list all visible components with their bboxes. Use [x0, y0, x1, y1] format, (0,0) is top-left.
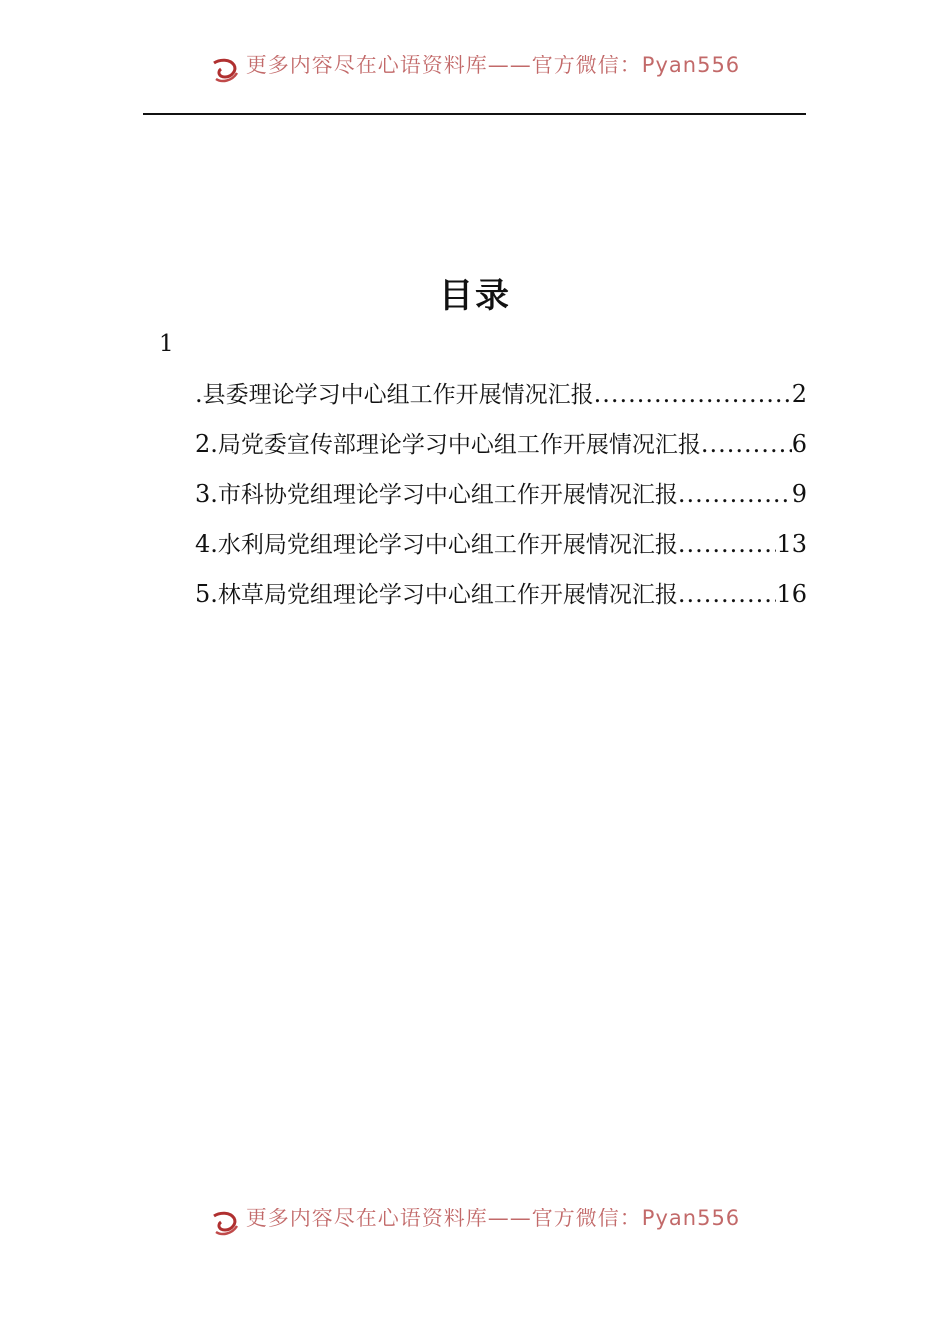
toc-title: 目录 — [439, 276, 511, 316]
toc-list — [195, 376, 807, 626]
toc-entry-page: 2 — [791, 380, 807, 408]
toc-entry-prefix: . — [195, 380, 203, 408]
toc-entry-5[interactable] — [195, 576, 807, 626]
toc-entry-text: 局党委宣传部理论学习中心组工作开展情况汇报 — [217, 432, 701, 458]
toc-entry-page: 9 — [791, 480, 807, 508]
toc-dot-leader — [678, 580, 777, 608]
toc-entry-1[interactable] — [195, 376, 807, 426]
header-banner — [0, 55, 950, 85]
toc-entry-text: 县委理论学习中心组工作开展情况汇报 — [202, 382, 594, 408]
toc-entry-page: 16 — [776, 580, 807, 608]
toc-entry-prefix: 3. — [195, 480, 218, 508]
toc-entry-text: 市科协党组理论学习中心组工作开展情况汇报 — [217, 482, 678, 508]
footer-banner — [0, 1208, 950, 1238]
toc-entry-4[interactable] — [195, 526, 807, 576]
toc-entry-3[interactable] — [195, 476, 807, 526]
toc-stray-number: 1 — [159, 331, 174, 357]
toc-entry-page: 6 — [791, 430, 807, 458]
toc-entry-prefix: 4. — [195, 530, 218, 558]
toc-dot-leader — [594, 380, 792, 408]
header-divider — [143, 113, 806, 115]
toc-dot-leader — [678, 530, 777, 558]
header-banner-text: 更多内容尽在心语资料库——官方微信：Pyan556 — [245, 55, 741, 77]
toc-dot-leader — [678, 480, 792, 508]
toc-entry-prefix: 5. — [195, 580, 218, 608]
toc-dot-leader — [701, 430, 792, 458]
swirl-logo-icon — [210, 1210, 240, 1236]
toc-entry-prefix: 2. — [195, 430, 218, 458]
header-banner-inner — [210, 55, 740, 85]
toc-entry-page: 13 — [776, 530, 807, 558]
toc-entry-text: 林草局党组理论学习中心组工作开展情况汇报 — [217, 582, 678, 608]
swirl-logo-icon — [210, 57, 240, 83]
footer-banner-text: 更多内容尽在心语资料库——官方微信：Pyan556 — [245, 1208, 741, 1230]
toc-entry-text: 水利局党组理论学习中心组工作开展情况汇报 — [217, 532, 678, 558]
toc-entry-2[interactable] — [195, 426, 807, 476]
footer-banner-inner — [210, 1208, 740, 1238]
